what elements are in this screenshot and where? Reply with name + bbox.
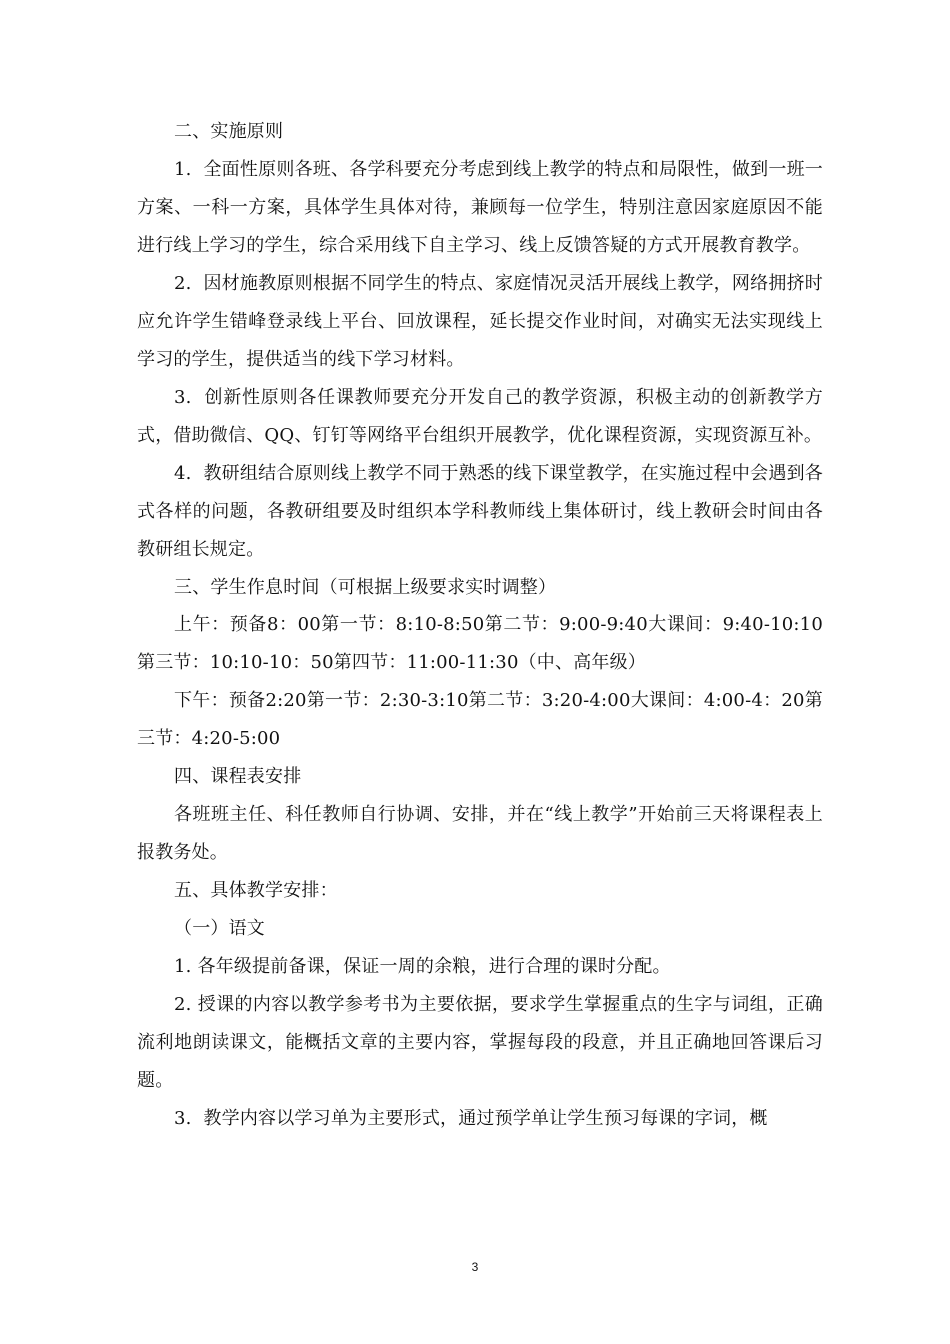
principle-paragraph-2: 2. 因材施教原则根据不同学生的特点、家庭情况灵活开展线上教学，网络拥挤时应允许学生错峰登录线上平台、回放课程，延长提交作业时间，对确实无法实现线上学习的学生，提供适当的线下学习材料。 [137,273,823,370]
chinese-paragraph-3: 3. 教学内容以学习单为主要形式，通过预学单让学生预习每课的字词，概 [174,1108,768,1129]
schedule-afternoon: 下午：预备2:20第一节：2:30-3:10第二节：3:20-4:00大课间：4:00-4：20第三节：4:20-5:00 [137,690,823,749]
section-heading-timetable: 四、课程表安排 [174,766,302,787]
principle-paragraph-1: 1. 全面性原则各班、各学科要充分考虑到线上教学的特点和局限性，做到一班一方案、一科一方案，具体学生具体对待，兼顾每一位学生，特别注意因家庭原因不能进行线上学习的学生，综合采用线下自主学习、线上反馈答疑的方式开展教育教学。 [137,159,823,256]
schedule-morning: 上午：预备8：00第一节：8:10-8:50第二节：9:00-9:40大课间：9:40-10:10第三节：10:10-10：50第四节：11:00-11:30（中、高年级） [137,614,823,673]
principle-paragraph-4: 4. 教研组结合原则线上教学不同于熟悉的线下课堂教学，在实施过程中会遇到各式各样的问题，各教研组要及时组织本学科教师线上集体研讨，线上教研会时间由各教研组长规定。 [137,463,823,560]
chinese-paragraph-1: 1. 各年级提前备课，保证一周的余粮，进行合理的课时分配。 [174,956,671,977]
section-heading-schedule: 三、学生作息时间（可根据上级要求实时调整） [174,577,557,598]
section-heading-teaching: 五、具体教学安排： [174,880,338,901]
chinese-paragraph-2: 2. 授课的内容以教学参考书为主要依据，要求学生掌握重点的生字与词组，正确流利地朗读课文，能概括文章的主要内容，掌握每段的段意，并且正确地回答课后习题。 [137,994,823,1091]
timetable-paragraph: 各班班主任、科任教师自行协调、安排，并在“线上教学”开始前三天将课程表上报教务处。 [137,804,823,863]
document-body [137,113,823,1138]
subsection-heading-chinese: （一）语文 [174,918,265,939]
page-number: 3 [471,1260,479,1274]
section-heading-principles: 二、实施原则 [174,121,284,142]
principle-paragraph-3: 3. 创新性原则各任课教师要充分开发自己的教学资源，积极主动的创新教学方式，借助微信、QQ、钉钉等网络平台组织开展教学，优化课程资源，实现资源互补。 [137,387,823,446]
